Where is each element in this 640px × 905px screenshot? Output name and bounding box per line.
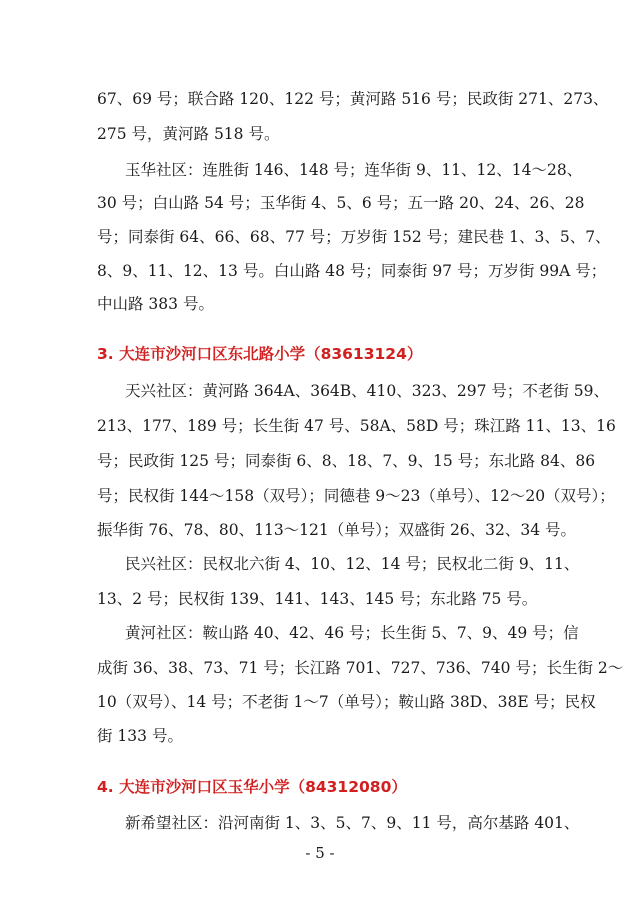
- text-line: 10（双号）、14 号；不老街 1～7（单号）；鞍山路 38D、38E 号；民权: [97, 693, 596, 711]
- text-line: 67、69 号；联合路 120、122 号；黄河路 516 号；民政街 271、273、: [97, 90, 609, 108]
- text-line: 275 号，黄河路 518 号。: [97, 125, 280, 143]
- text-line: 民兴社区：民权北六街 4、10、12、14 号；民权北二街 9、11、: [125, 555, 580, 573]
- section-heading-3: 3. 大连市沙河口区东北路小学（83613124）: [97, 345, 423, 363]
- text-line: 成街 36、38、73、71 号；长江路 701、727、736、740 号；长生街 2～: [97, 659, 624, 677]
- section-heading-4: 4. 大连市沙河口区玉华小学（84312080）: [97, 778, 407, 796]
- text-line: 天兴社区：黄河路 364A、364B、410、323、297 号；不老街 59、: [125, 382, 610, 400]
- text-line: 玉华社区：连胜街 146、148 号；连华街 9、11、12、14～28、: [125, 161, 583, 179]
- text-line: 号；民权街 144～158（双号）；同德巷 9～23（单号）、12～20（双号）；: [97, 487, 615, 505]
- page-number: - 5 -: [305, 844, 335, 862]
- text-line: 213、177、189 号；长生街 47 号、58A、58D 号；珠江路 11、13、16: [97, 417, 616, 435]
- text-line: 振华街 76、78、80、113～121（单号）；双盛街 26、32、34 号。: [97, 521, 577, 539]
- text-line: 号；同泰街 64、66、68、77 号；万岁街 152 号；建民巷 1、3、5、7、: [97, 228, 611, 246]
- text-line: 30 号；白山路 54 号；玉华街 4、5、6 号；五一路 20、24、26、28: [97, 194, 585, 212]
- text-line: 街 133 号。: [97, 727, 183, 745]
- text-line: 号；民政街 125 号；同泰街 6、8、18、7、9、15 号；东北路 84、86: [97, 452, 596, 470]
- text-line: 13、2 号；民权街 139、141、143、145 号；东北路 75 号。: [97, 590, 538, 608]
- text-line: 黄河社区：鞍山路 40、42、46 号；长生街 5、7、9、49 号；信: [125, 624, 579, 642]
- text-line: 新希望社区：沿河南街 1、3、5、7、9、11 号，高尔基路 401、: [125, 814, 580, 832]
- text-line: 中山路 383 号。: [97, 295, 214, 313]
- text-line: 8、9、11、12、13 号。白山路 48 号；同泰街 97 号；万岁街 99A 号；: [97, 262, 607, 280]
